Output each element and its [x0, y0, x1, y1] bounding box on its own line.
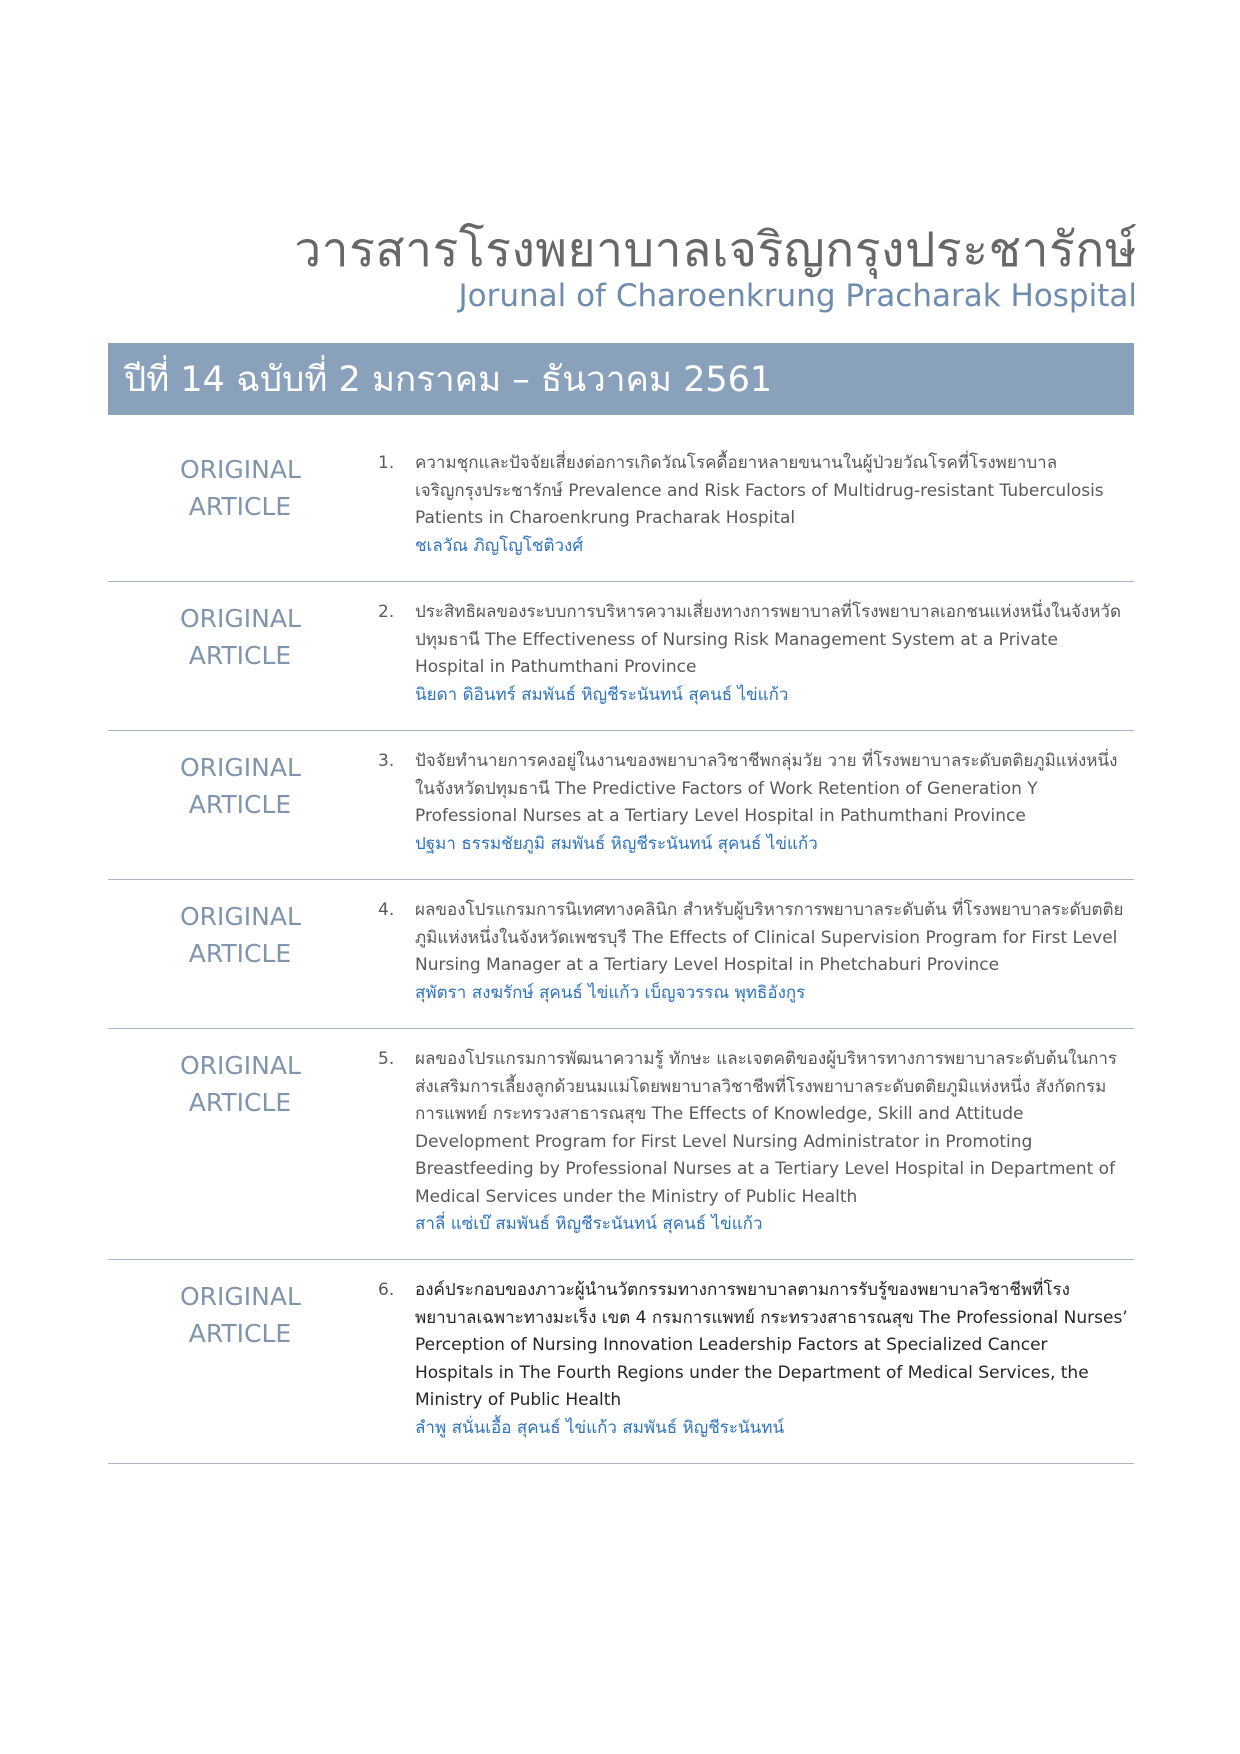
article-title: องค์ประกอบของภาวะผู้นำนวัตกรรมทางการพยาบาลตามการรับรู้ของพยาบาลวิชาชีพที่โรงพยาบาลเฉพาะทางมะเร็ง เขต 4 กรมการแพทย์ กระทรวงสาธารณสุข The Professional Nurses’ Perception of Nursing Innovation Leadership Factors at Specialized Cancer Hospitals in The Fourth Regions under the Department of Medical Services, the Ministry of Public Health	[415, 1280, 1128, 1410]
article-body	[415, 748, 1130, 858]
article-body	[415, 450, 1130, 560]
article-entry-3	[108, 731, 1134, 880]
article-entry-5	[108, 1029, 1134, 1260]
article-category: ORIGINAL ARTICLE	[180, 1051, 301, 1117]
article-number: 2.	[378, 602, 395, 622]
article-entry-6	[108, 1260, 1134, 1464]
article-authors[interactable]: ลำพู สนั่นเอื้อ สุคนธ์ ไข่แก้ว สมพันธ์ หิญชีระนันทน์	[415, 1417, 785, 1438]
article-body	[415, 599, 1130, 709]
article-category: ORIGINAL ARTICLE	[180, 604, 301, 670]
article-number: 4.	[378, 900, 395, 920]
journal-title-thai: วารสารโรงพยาบาลเจริญกรุงประชารักษ์	[294, 222, 1137, 278]
article-body	[415, 897, 1130, 1007]
article-entry-2	[108, 582, 1134, 731]
article-category: ORIGINAL ARTICLE	[180, 753, 301, 819]
article-title: ประสิทธิผลของระบบการบริหารความเสี่ยงทางการพยาบาลที่โรงพยาบาลเอกชนแห่งหนึ่งในจังหวัดปทุมธานี The Effectiveness of Nursing Risk Management System at a Private Hospital in Pathumthani Province	[415, 602, 1122, 677]
article-body	[415, 1277, 1130, 1442]
article-title: ผลของโปรแกรมการนิเทศทางคลินิก สำหรับผู้บริหารการพยาบาลระดับต้น ที่โรงพยาบาลระดับตติยภูมิแห่งหนึ่งในจังหวัดเพชรบุรี The Effects of Clinical Supervision Program for First Level Nursing Manager at a Tertiary Level Hospital in Phetchaburi Province	[415, 900, 1124, 975]
issue-banner	[108, 343, 1134, 415]
article-authors[interactable]: ปฐมา ธรรมชัยภูมิ สมพันธ์ หิญชีระนันทน์ สุคนธ์ ไข่แก้ว	[415, 833, 818, 854]
article-number: 6.	[378, 1280, 395, 1300]
article-entry-4	[108, 880, 1134, 1029]
article-category: ORIGINAL ARTICLE	[180, 455, 301, 521]
journal-title-english: Jorunal of Charoenkrung Pracharak Hospital	[458, 278, 1137, 314]
article-authors[interactable]: นิยดา ดิอินทร์ สมพันธ์ หิญชีระนันทน์ สุคนธ์ ไข่แก้ว	[415, 684, 789, 705]
article-category: ORIGINAL ARTICLE	[180, 1282, 301, 1348]
article-category: ORIGINAL ARTICLE	[180, 902, 301, 968]
article-body	[415, 1046, 1130, 1239]
article-authors[interactable]: สาลี่ แซ่เบ๊ สมพันธ์ หิญชีระนันทน์ สุคนธ์ ไข่แก้ว	[415, 1214, 763, 1234]
article-title: ปัจจัยทำนายการคงอยู่ในงานของพยาบาลวิชาชีพกลุ่มวัย วาย ที่โรงพยาบาลระดับตติยภูมิแห่งหนึ่ง ในจังหวัดปทุมธานี The Predictive Factors of Work Retention of Generation Y Professional Nurses at a Tertiary Level Hospital in Pathumthani Province	[415, 751, 1118, 826]
article-title: ความชุกและปัจจัยเสี่ยงต่อการเกิดวัณโรคดื้อยาหลายขนานในผู้ป่วยวัณโรคที่โรงพยาบาลเจริญกรุงประชารักษ์ Prevalence and Risk Factors of Multidrug-resistant Tuberculosis Patients in Charoenkrung Pracharak Hospital	[415, 453, 1104, 528]
article-entry-1	[108, 433, 1134, 582]
issue-label: ปีที่ 14 ฉบับที่ 2 มกราคม – ธันวาคม 2561	[124, 359, 773, 400]
article-authors[interactable]: ชเลวัณ ภิญโญโชติวงศ์	[415, 535, 584, 556]
article-number: 5.	[378, 1049, 395, 1069]
article-title: ผลของโปรแกรมการพัฒนาความรู้ ทักษะ และเจตคติของผู้บริหารทางการพยาบาลระดับต้นในการส่งเสริมการเลี้ยงลูกด้วยนมแม่โดยพยาบาลวิชาชีพที่โรงพยาบาลระดับตติยภูมิแห่งหนึ่ง สังกัดกรมการแพทย์ กระทรวงสาธารณสุข The Effects of Knowledge, Skill and Attitude Development Program for First Level Nursing Administrator in Promoting Breastfeeding by Professional Nurses at a Tertiary Level Hospital in Department of Medical Services under the Ministry of Public Health	[415, 1049, 1118, 1207]
table-of-contents	[108, 433, 1134, 1464]
article-number: 3.	[378, 751, 395, 771]
article-authors[interactable]: สุพัตรา สงฆรักษ์ สุคนธ์ ไข่แก้ว เบ็ญจวรรณ พุทธิอังกูร	[415, 982, 806, 1003]
article-number: 1.	[378, 453, 395, 473]
